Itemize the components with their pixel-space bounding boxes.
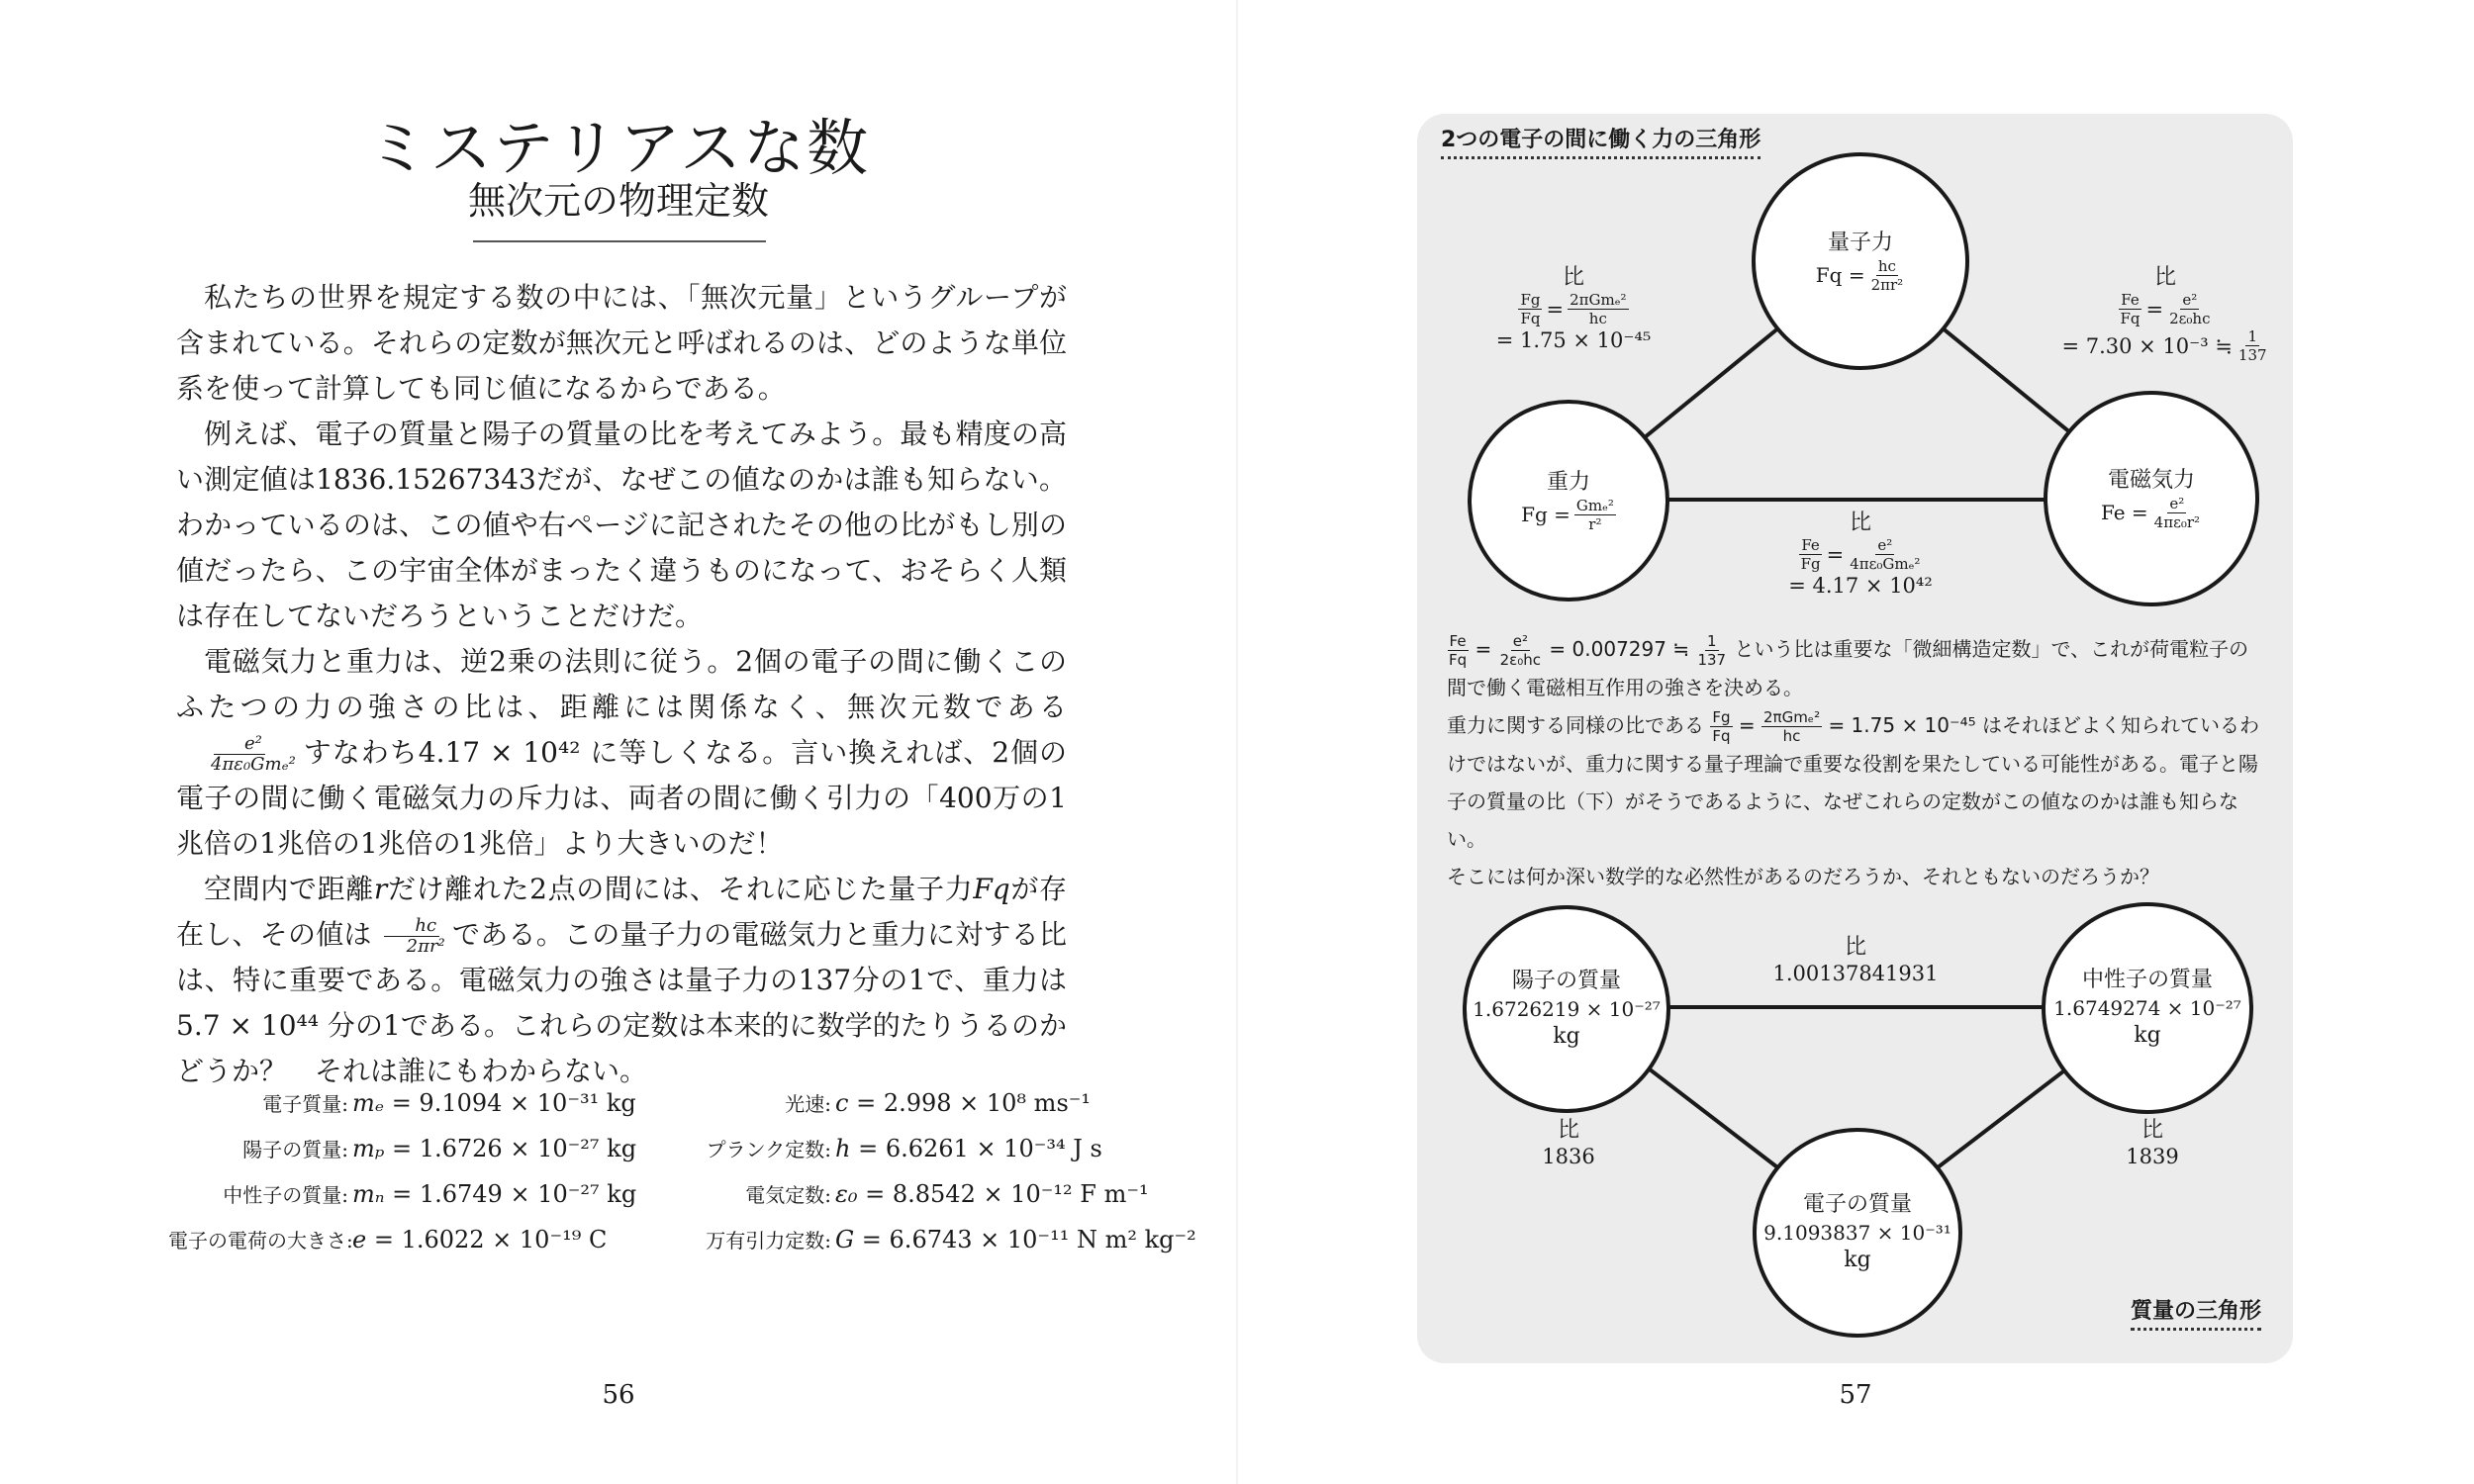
page-number: 57 (1839, 1380, 1872, 1410)
fraction-denominator: 2ε₀hc (1499, 651, 1542, 669)
constant-label: 電子質量: (262, 1092, 348, 1116)
fraction-numerator: hc (384, 916, 439, 937)
mass-value: 9.1093837 × 10⁻³¹ (1763, 1221, 1951, 1245)
panel-text-span: = 0.007297 ≒ (1549, 637, 1690, 661)
constant-number: = 1.6022 × 10⁻¹⁹ C (366, 1226, 608, 1253)
circle-proton-mass (1463, 905, 1670, 1113)
constant-label: 電子の電荷の大きさ: (168, 1229, 353, 1252)
fraction-numerator: e² (1877, 536, 1893, 554)
fraction-denominator: 137 (2237, 346, 2267, 364)
constant-label: 万有引力定数: (706, 1229, 831, 1252)
ratio-formula (2046, 291, 2284, 327)
constant-symbol: mₑ (352, 1089, 385, 1117)
paragraph: 例えば、電子の質量と陽子の質量の比を考えてみよう。最も精度の高い測定値は1836.15267343だが、なぜこの値なのかは誰も知らない。わかっているのは、この値や右ページに記されたその他の比がもし別の値だったら、この宇宙全体がまったく違うものになって、おそらく人類は存在してないだろうということだけだ。 (176, 417, 1067, 632)
page-subtitle: 無次元の物理定数 (467, 179, 769, 223)
ratio-value: 1836 (1542, 1145, 1595, 1168)
paragraph-text: が存在し、その値は (176, 873, 1067, 951)
formula (1816, 257, 1905, 294)
panel-text-span: 重力に関する同様の比である (1447, 713, 1704, 737)
circle-label: 重力 (1546, 469, 1590, 495)
constant-symbol: e (352, 1226, 367, 1253)
ratio-label: 比 (1557, 1118, 1579, 1143)
fraction-numerator: Gmₑ² (1575, 496, 1614, 514)
fraction-denominator: Fg (1800, 555, 1821, 573)
formula (1521, 497, 1616, 533)
paragraph: 私たちの世界を規定する数の中には、「無次元量」というグループが含まれている。それらの定数が無次元と呼ばれるのは、どのような単位系を使って計算しても同じ値になるからである。 (176, 281, 1067, 405)
ratio-result (2046, 327, 2284, 364)
circle-neutron-mass (2042, 902, 2253, 1114)
circle-label: 電磁気力 (2107, 467, 2195, 493)
formula-lhs: Fq = (1815, 263, 1865, 287)
ratio-label: 比 (1844, 935, 1866, 960)
ratio-proton-electron (1514, 1118, 1623, 1169)
paragraph-text: 空間内で距離 (204, 873, 374, 905)
fraction-numerator: 2πGmₑ² (1570, 291, 1627, 309)
fraction-denominator: 2πr² (1870, 275, 1904, 294)
fraction (1848, 536, 1922, 573)
ratio-formula (1752, 536, 1969, 573)
fraction-denominator: 2ε₀hc (2169, 310, 2211, 327)
fraction-numerator: Fg (1712, 708, 1731, 726)
equals: = (2145, 297, 2164, 322)
page-number: 56 (602, 1380, 635, 1410)
constant-label: プランク定数: (706, 1138, 831, 1161)
constant-symbol: mₙ (352, 1180, 385, 1208)
constant-label: 光速: (785, 1092, 831, 1116)
ratio-label: 比 (1849, 510, 1871, 535)
fraction-denominator: 4πε₀Gmₑ² (211, 754, 296, 775)
ratio-result: = 1.75 × 10⁻⁴⁵ (1495, 328, 1652, 352)
fraction-numerator: 1 (1707, 632, 1717, 650)
fraction-denominator: 2πr² (406, 936, 445, 957)
ratio-gravity-quantum (1494, 265, 1653, 353)
constant-symbol: mₚ (352, 1135, 385, 1162)
fraction-denominator: 4πε₀Gmₑ² (1850, 555, 1921, 573)
fraction (1799, 536, 1823, 573)
circle-label: 量子力 (1827, 230, 1893, 255)
fraction-numerator: 2πGmₑ² (1763, 708, 1821, 726)
fraction-numerator: Fg (1520, 291, 1541, 309)
panel-paragraph (1447, 706, 2268, 858)
ratio-label: 比 (2153, 265, 2176, 290)
fraction (2118, 291, 2141, 327)
fraction-numerator: e² (2169, 494, 2185, 512)
ratio-value: 1.00137841931 (1772, 962, 1939, 985)
constant-number: = 1.6749 × 10⁻²⁷ kg (384, 1180, 637, 1208)
fraction-denominator: Fq (2120, 310, 2141, 327)
paragraph-text: だけ離れた2点の間には、それに応じた量子力 (387, 873, 974, 905)
mass-value: 1.6726219 × 10⁻²⁷ (1473, 997, 1661, 1021)
fraction-numerator: hc (1877, 256, 1896, 275)
fraction-denominator: r² (1588, 514, 1602, 533)
mass-triangle-title: 質量の三角形 (2131, 1294, 2261, 1331)
fraction-denominator: Fq (1520, 310, 1541, 327)
constant-number: = 9.1094 × 10⁻³¹ kg (384, 1089, 636, 1117)
constant-symbol: G (835, 1226, 855, 1253)
fraction-numerator: 1 (2247, 327, 2258, 345)
circle-electron-mass (1753, 1128, 1962, 1338)
constant-symbol: h (835, 1135, 851, 1162)
symbol-fq: Fq (973, 873, 1010, 905)
panel-text-span: という比は重要な「微細構造定数」で、これが荷電粒子の間で働く電磁相互作用の強さを決める。 (1447, 637, 2249, 699)
ratio-result: = 4.17 × 10⁴² (1788, 574, 1933, 598)
ratio-electro-quantum (2046, 265, 2284, 364)
fraction-numerator: Fe (2121, 291, 2140, 309)
fraction (1518, 291, 1542, 327)
panel-paragraph: そこには何か深い数学的な必然性があるのだろうか、それともないのだろうか？ (1447, 865, 2159, 888)
constant-number: = 8.8542 × 10⁻¹² F m⁻¹ (857, 1180, 1149, 1208)
fraction (1568, 291, 1628, 327)
paragraph-text: 電磁気力と重力は、逆2乗の法則に従う。2個の電子の間に働くこのふたつの力の強さの比は、距離には関係なく、無次元数である (176, 645, 1067, 723)
ratio-label: 比 (2141, 1118, 2163, 1143)
fraction (1710, 708, 1732, 745)
equals: = (1826, 542, 1845, 567)
fraction-denominator: Fq (1712, 727, 1731, 745)
constant-number: = 1.6726 × 10⁻²⁷ kg (384, 1135, 637, 1162)
circle-label: 中性子の質量 (2081, 968, 2213, 992)
mass-value: 1.6749274 × 10⁻²⁷ (2053, 996, 2241, 1020)
fraction (2236, 327, 2269, 364)
mass-unit: kg (1553, 1024, 1580, 1049)
formula (2101, 495, 2202, 531)
constant-label: 電気定数: (745, 1183, 831, 1207)
fraction (1447, 632, 1469, 669)
circle-label: 電子の質量 (1802, 1192, 1912, 1217)
fraction-numerator: e² (214, 734, 265, 755)
mass-unit: kg (2134, 1023, 2161, 1048)
panel-text-span: = 1.75 × 10⁻⁴⁵ はそれほどよく知られているわけではないが、重力に関する量子理論で重要な役割を果たしている可能性がある。電子と陽子の質量の比（下）がそうであるように、なぜこれらの定数がこの値なのかは誰も知らない。 (1447, 713, 2259, 851)
paragraph-text: である。この量子力の電磁気力と重力に対する比は、特に重要である。電磁気力の強さは量子力の137分の1で、重力は5.7 × 10⁴⁴ 分の1である。これらの定数は本来的に数学的たりうるのかどうか？ それは誰にもわからない。 (176, 918, 1067, 1087)
fraction (1761, 708, 1822, 745)
constant-symbol: ε₀ (835, 1180, 858, 1208)
ratio-proton-neutron (1742, 935, 1969, 986)
fraction (1695, 632, 1728, 669)
panel-text (1447, 630, 2268, 895)
fraction-denominator: Fq (1449, 651, 1468, 669)
fraction (1574, 497, 1616, 533)
circle-gravity (1468, 400, 1669, 602)
fraction-numerator: e² (2182, 291, 2198, 309)
formula-lhs: Fg = (1521, 503, 1570, 526)
fraction-denominator: 137 (1697, 651, 1727, 669)
constant-symbol: c (835, 1089, 849, 1117)
constant-label: 陽子の質量: (242, 1138, 348, 1161)
circle-quantum-force (1752, 152, 1969, 370)
equals: = (1738, 713, 1756, 737)
circle-electromagnetic (2044, 391, 2259, 606)
fraction-numerator: Fe (1801, 536, 1820, 554)
constant-number: = 6.6261 × 10⁻³⁴ J s (850, 1135, 1102, 1162)
mass-unit: kg (1844, 1248, 1871, 1272)
constant-number: = 2.998 × 10⁸ ms⁻¹ (848, 1089, 1092, 1117)
force-triangle-title: 2つの電子の間に働く力の三角形 (1441, 123, 1760, 159)
circle-label: 陽子の質量 (1511, 969, 1621, 993)
page-title: ミステリアスな数 (366, 112, 871, 184)
constant-number: = 6.6743 × 10⁻¹¹ N m² kg⁻² (854, 1226, 1196, 1253)
fraction (1498, 632, 1543, 669)
paragraph-text: すなわち4.17 × 10⁴² に等しくなる。言い換えれば、2個の電子の間に働く電磁気力の斥力は、両者の間に働く引力の「400万の1兆倍の1兆倍の1兆倍の1兆倍」より大きいのだ！ (176, 736, 1067, 860)
ratio-result-value: = 7.30 × 10⁻³ ≒ (2061, 333, 2233, 358)
ratio-value: 1839 (2126, 1145, 2179, 1168)
ratio-electro-gravity (1752, 510, 1969, 599)
fraction-denominator: hc (1588, 310, 1607, 327)
fraction-numerator: e² (1512, 632, 1528, 650)
equals: = (1546, 297, 1565, 322)
formula-lhs: Fe = (2100, 501, 2148, 524)
fraction (1869, 257, 1906, 294)
fraction-denominator: 4πε₀r² (2153, 512, 2201, 531)
fraction-numerator: Fe (1449, 632, 1467, 650)
ratio-neutron-electron (2098, 1118, 2207, 1169)
ratio-formula (1494, 291, 1653, 327)
fraction (2152, 495, 2202, 531)
panel-paragraph (1447, 630, 2268, 706)
ratio-label: 比 (1562, 265, 1584, 290)
equals: = (1475, 637, 1492, 661)
constant-label: 中性子の質量: (223, 1183, 348, 1207)
fraction (2167, 291, 2212, 327)
fraction-denominator: hc (1782, 727, 1801, 745)
symbol-r: r (373, 873, 388, 905)
